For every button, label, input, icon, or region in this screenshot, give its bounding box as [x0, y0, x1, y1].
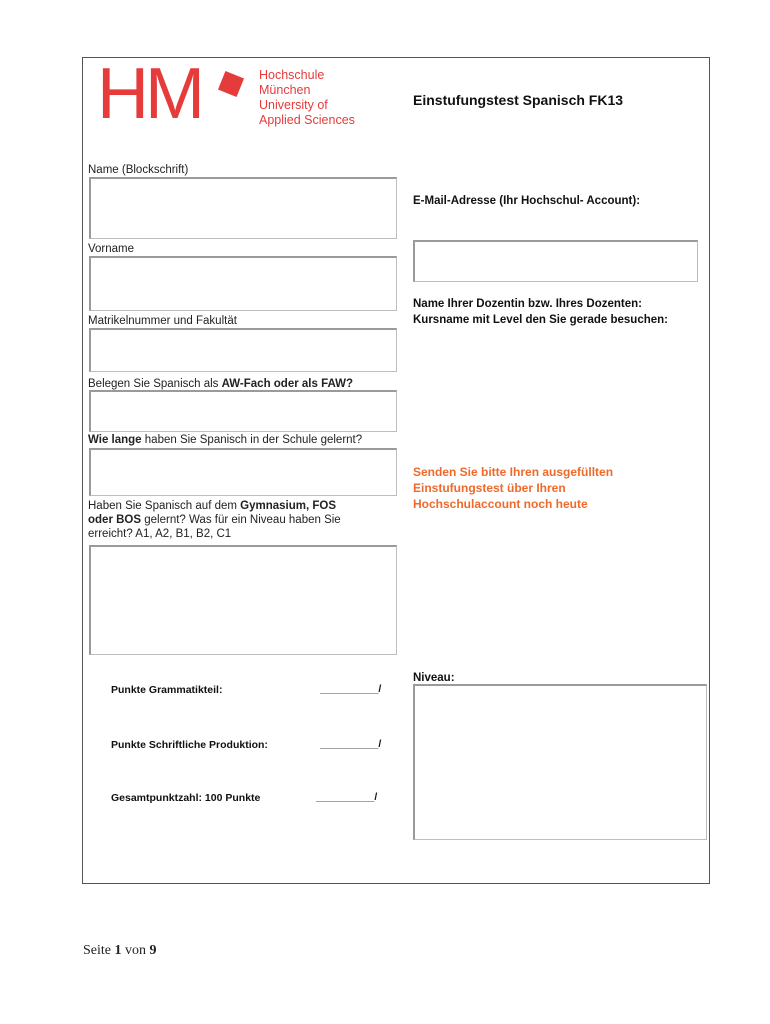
submission-notice: [413, 464, 613, 512]
score-grammar-blank[interactable]: __________/: [320, 683, 382, 695]
niveau-question: [88, 499, 388, 541]
footer-page-number: 1: [114, 943, 122, 958]
niveau-question-line-3: erreicht? A1, A2, B1, B2, C1: [88, 528, 232, 540]
score-grammar-label: Punkte Grammatikteil:: [111, 684, 223, 696]
niveau-school-field[interactable]: [89, 545, 397, 655]
notice-line-3: Hochschulaccount noch heute: [413, 497, 588, 511]
name-field[interactable]: [89, 177, 397, 239]
hm-logo-letters: HM: [97, 54, 201, 134]
niveau-field[interactable]: [413, 684, 707, 840]
dauer-label-bold: Wie lange: [88, 434, 142, 446]
dozent-label: Name Ihrer Dozentin bzw. Ihres Dozenten:: [413, 298, 642, 310]
aw-fach-label-prefix: Belegen Sie Spanisch als: [88, 378, 222, 390]
score-writing-label: Punkte Schriftliche Produktion:: [111, 739, 268, 751]
aw-fach-label-bold: AW-Fach oder als FAW?: [221, 378, 354, 390]
vorname-field[interactable]: [89, 256, 397, 311]
aw-fach-field[interactable]: [89, 390, 397, 432]
email-label: E-Mail-Adresse (Ihr Hochschul- Account):: [413, 195, 641, 207]
niveau-question-bold-2: oder BOS: [88, 514, 142, 526]
niveau-label: Niveau:: [413, 672, 455, 684]
dauer-label-rest: haben Sie Spanisch in der Schule gelernt?: [141, 434, 363, 446]
dauer-field[interactable]: [89, 448, 397, 496]
logo-line-4: Applied Sciences: [259, 113, 355, 127]
kurs-label: Kursname mit Level den Sie gerade besuchen:: [413, 314, 668, 326]
niveau-question-pre: Haben Sie Spanisch auf dem: [88, 500, 241, 512]
logo-line-2: München: [259, 83, 311, 97]
score-total-label: Gesamtpunktzahl: 100 Punkte: [111, 792, 261, 804]
score-total-blank[interactable]: __________/: [316, 791, 378, 803]
logo-line-3: University of: [259, 98, 328, 112]
email-field[interactable]: [413, 240, 698, 282]
aw-fach-label: [88, 377, 353, 391]
footer-page-total: 9: [149, 943, 157, 958]
hm-logo: [97, 54, 377, 134]
hm-logo-square-icon: [218, 71, 244, 97]
matrikel-label: Matrikelnummer und Fakultät: [88, 315, 237, 327]
footer-middle: von: [121, 943, 150, 958]
vorname-label: Vorname: [88, 243, 135, 255]
score-writing-blank[interactable]: __________/: [320, 738, 382, 750]
matrikel-field[interactable]: [89, 328, 397, 372]
logo-line-1: Hochschule: [259, 68, 325, 82]
name-label: Name (Blockschrift): [88, 164, 189, 176]
page-footer: [83, 943, 157, 959]
notice-line-1: Senden Sie bitte Ihren ausgefüllten: [413, 465, 614, 479]
page-title: Einstufungstest Spanisch FK13: [413, 92, 624, 108]
dauer-label: [88, 433, 362, 447]
niveau-question-bold: Gymnasium, FOS: [240, 500, 337, 512]
notice-line-2: Einstufungstest über Ihren: [413, 481, 566, 495]
footer-prefix: Seite: [83, 943, 115, 958]
niveau-question-rest: gelernt? Was für ein Niveau haben Sie: [141, 514, 341, 526]
